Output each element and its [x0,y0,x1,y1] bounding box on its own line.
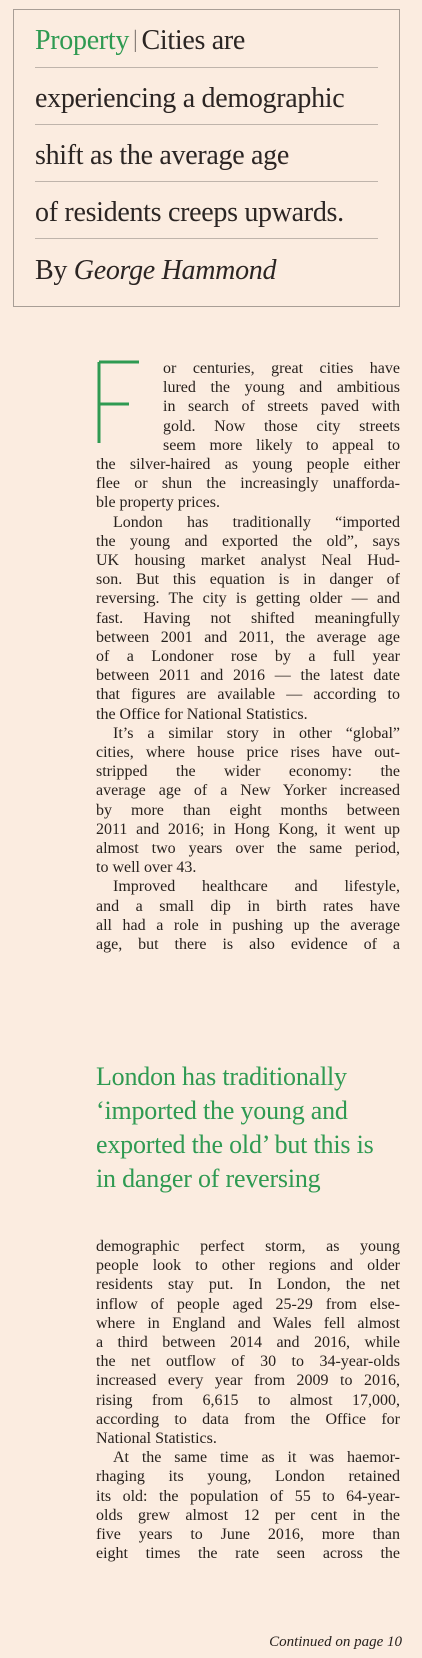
headline-rule [35,238,378,239]
section-label: Property [35,25,130,56]
byline-prefix: By [35,255,68,286]
text-line: its old: the population of 55 to 64-year- [96,1487,400,1505]
text-line: gold. Now those city streets [163,417,400,435]
text-line: increased every year from 2009 to 2016, [96,1372,400,1390]
continued-note: Continued on page 10 [269,1634,402,1650]
text-line: or centuries, great cities have [163,360,400,377]
byline-author: George Hammond [73,255,277,286]
text-line: olds grew almost 12 per cent in the [96,1506,400,1524]
text-line: to well over 43. [96,859,197,877]
pull-quote-line: London has traditionally [96,1062,347,1091]
text-line: five years to June 2016, more than [96,1526,400,1544]
text-line: National Statistics. [96,1430,217,1448]
text-line: all had a role in pushing up the average [96,916,400,934]
intro-paragraph [163,359,400,455]
drop-cap-f [96,360,140,445]
text-line: son. But this equation is in danger of [96,571,400,589]
text-line: the silver-haired as young people either [96,456,400,473]
article-body-lower [96,1237,400,1563]
text-line: lured the young and ambitious [163,379,400,397]
text-line: London has traditionally “imported [113,513,400,531]
text-line: where in England and Wales fell almost [96,1314,400,1332]
text-line: of a Londoner rose by a full year [96,648,400,666]
text-line: reversing. The city is getting older — and [96,590,400,608]
pull-quote [96,1060,406,1196]
text-line: Improved healthcare and lifestyle, [113,878,400,896]
text-line: age, but there is also evidence of a [96,936,400,954]
section-separator: | [133,27,138,53]
text-line: a third between 2014 and 2016, while [96,1334,400,1352]
text-line: inflow of people aged 25-29 from else- [96,1295,400,1313]
headline-line-4: of residents creeps upwards. [35,197,344,228]
headline-box [13,9,400,307]
text-line: people look to other regions and older [96,1257,400,1275]
text-line: fast. Having not shifted meaningfully [96,609,400,627]
byline [35,254,378,288]
text-line: At the same time as it was haemor- [113,1449,400,1467]
text-line: the net outflow of 30 to 34-year-olds [96,1353,400,1371]
headline-rule [35,181,378,182]
text-line: demographic perfect storm, as young [96,1238,400,1255]
headline-line-3: shift as the average age [35,140,290,171]
text-line: ble property prices. [96,494,220,512]
text-line: UK housing market analyst Neal Hud- [96,552,400,570]
text-line: in search of streets paved with [163,398,400,416]
pull-quote-line: exported the old’ but this is [96,1130,374,1159]
text-line: seem more likely to appeal to [163,436,400,454]
text-line: and a small dip in birth rates have [96,897,400,915]
text-line: cities, where house price rises have out- [96,744,400,762]
text-line: the Office for National Statistics. [96,705,308,723]
headline-line-1 [35,24,378,59]
text-line: rhaging its young, London retained [96,1468,400,1486]
headline-line-2: experiencing a demographic [35,83,345,114]
headline-rule [35,67,378,68]
text-line: flee or shun the increasingly unafforda- [96,475,400,493]
pull-quote-line: in danger of reversing [96,1164,321,1193]
text-line: residents stay put. In London, the net [96,1276,400,1294]
pull-quote-line: ‘imported the young and [96,1096,348,1125]
drop-cap-letter: F [96,360,97,361]
text-line: stripped the wider economy: the [96,763,400,781]
text-line: by more than eight months between [96,801,400,819]
article-body-upper [96,455,400,954]
text-line: rising from 6,615 to almost 17,000, [96,1391,400,1409]
text-line: 2011 and 2016; in Hong Kong, it went up [96,820,400,838]
text-line: almost two years over the same period, [96,840,400,858]
headline-text-1: Cities are [141,25,246,56]
text-line: average age of a New Yorker increased [96,782,400,800]
text-line: between 2011 and 2016 — the latest date [96,667,400,685]
text-line: It’s a similar story in other “global” [113,724,400,742]
text-line: according to data from the Office for [96,1410,400,1428]
text-line: between 2001 and 2011, the average age [96,628,400,646]
headline-rule [35,124,378,125]
text-line: eight times the rate seen across the [96,1545,400,1563]
text-line: that figures are available — according to [96,686,400,704]
text-line: the young and exported the old”, says [96,532,400,550]
